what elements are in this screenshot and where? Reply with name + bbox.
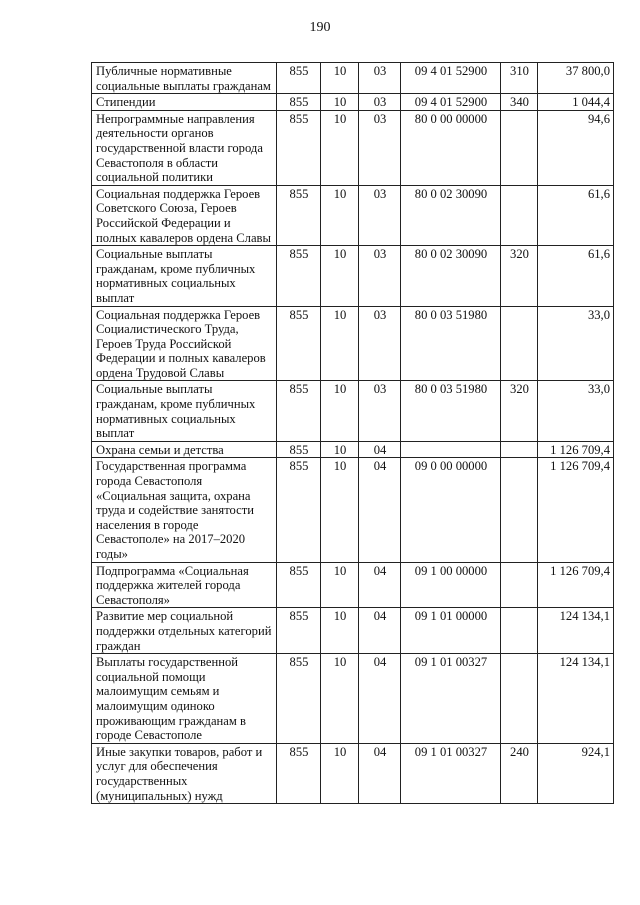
expense-type-cell: 310: [501, 63, 538, 94]
ministry-code-cell: 855: [277, 458, 321, 562]
target-article-cell: 09 0 00 00000: [401, 458, 501, 562]
amount-cell: 1 126 709,4: [538, 458, 614, 562]
section-code-cell: 10: [321, 458, 359, 562]
section-code-cell: 10: [321, 63, 359, 94]
subsection-code-cell: 04: [359, 654, 401, 744]
expense-type-cell: 320: [501, 381, 538, 441]
ministry-code-cell: 855: [277, 654, 321, 744]
table-row: [92, 94, 614, 111]
ministry-code-cell: 855: [277, 246, 321, 306]
expense-type-cell: 240: [501, 743, 538, 803]
amount-cell: 61,6: [538, 246, 614, 306]
amount-cell: 33,0: [538, 381, 614, 441]
expense-type-cell: [501, 458, 538, 562]
expense-name-cell: Непрограммные направления деятельности органов государственной власти города Севастополя в области социальной политики: [92, 110, 277, 185]
expense-type-cell: [501, 441, 538, 458]
table-row: [92, 743, 614, 803]
section-code-cell: 10: [321, 185, 359, 245]
ministry-code-cell: 855: [277, 185, 321, 245]
section-code-cell: 10: [321, 381, 359, 441]
ministry-code-cell: 855: [277, 381, 321, 441]
subsection-code-cell: 03: [359, 185, 401, 245]
ministry-code-cell: 855: [277, 608, 321, 654]
table-row: [92, 654, 614, 744]
section-code-cell: 10: [321, 441, 359, 458]
page-number: 190: [309, 20, 331, 35]
amount-cell: 37 800,0: [538, 63, 614, 94]
table-row: [92, 562, 614, 608]
expense-name-cell: Государственная программа города Севастополя «Социальная защита, охрана труда и содействие занятости населения в городе Севастополе» на 2017–2020 годы»: [92, 458, 277, 562]
amount-cell: 924,1: [538, 743, 614, 803]
budget-table-body: [92, 63, 614, 804]
section-code-cell: 10: [321, 743, 359, 803]
subsection-code-cell: 04: [359, 743, 401, 803]
section-code-cell: 10: [321, 94, 359, 111]
table-row: [92, 458, 614, 562]
ministry-code-cell: 855: [277, 63, 321, 94]
section-code-cell: 10: [321, 562, 359, 608]
subsection-code-cell: 04: [359, 458, 401, 562]
expense-name-cell: Подпрограмма «Социальная поддержка жителей города Севастополя»: [92, 562, 277, 608]
amount-cell: 1 126 709,4: [538, 441, 614, 458]
expense-type-cell: [501, 608, 538, 654]
amount-cell: 124 134,1: [538, 608, 614, 654]
amount-cell: 33,0: [538, 306, 614, 381]
section-code-cell: 10: [321, 246, 359, 306]
subsection-code-cell: 03: [359, 381, 401, 441]
target-article-cell: 80 0 00 00000: [401, 110, 501, 185]
target-article-cell: 09 1 01 00327: [401, 743, 501, 803]
expense-type-cell: [501, 306, 538, 381]
amount-cell: 94,6: [538, 110, 614, 185]
budget-table: [91, 62, 614, 804]
subsection-code-cell: 03: [359, 246, 401, 306]
expense-name-cell: Публичные нормативные социальные выплаты гражданам: [92, 63, 277, 94]
target-article-cell: 80 0 02 30090: [401, 246, 501, 306]
target-article-cell: 80 0 03 51980: [401, 306, 501, 381]
target-article-cell: [401, 441, 501, 458]
expense-name-cell: Выплаты государственной социальной помощи малоимущим семьям и малоимущим одиноко проживающим гражданам в городе Севастополе: [92, 654, 277, 744]
expense-type-cell: [501, 110, 538, 185]
ministry-code-cell: 855: [277, 306, 321, 381]
subsection-code-cell: 04: [359, 608, 401, 654]
expense-name-cell: Социальная поддержка Героев Советского Союза, Героев Российской Федерации и полных кавалеров ордена Славы: [92, 185, 277, 245]
target-article-cell: 09 1 01 00000: [401, 608, 501, 654]
expense-type-cell: [501, 185, 538, 245]
subsection-code-cell: 03: [359, 63, 401, 94]
expense-type-cell: [501, 562, 538, 608]
target-article-cell: 80 0 03 51980: [401, 381, 501, 441]
target-article-cell: 09 4 01 52900: [401, 63, 501, 94]
amount-cell: 61,6: [538, 185, 614, 245]
section-code-cell: 10: [321, 306, 359, 381]
subsection-code-cell: 03: [359, 110, 401, 185]
expense-type-cell: 340: [501, 94, 538, 111]
expense-name-cell: Развитие мер социальной поддержки отдельных категорий граждан: [92, 608, 277, 654]
expense-name-cell: Иные закупки товаров, работ и услуг для обеспечения государственных (муниципальных) нужд: [92, 743, 277, 803]
expense-name-cell: Стипендии: [92, 94, 277, 111]
target-article-cell: 09 1 01 00327: [401, 654, 501, 744]
table-row: [92, 306, 614, 381]
subsection-code-cell: 03: [359, 306, 401, 381]
section-code-cell: 10: [321, 608, 359, 654]
expense-name-cell: Охрана семьи и детства: [92, 441, 277, 458]
table-row: [92, 110, 614, 185]
ministry-code-cell: 855: [277, 94, 321, 111]
ministry-code-cell: 855: [277, 743, 321, 803]
subsection-code-cell: 04: [359, 441, 401, 458]
expense-name-cell: Социальные выплаты гражданам, кроме публичных нормативных социальных выплат: [92, 246, 277, 306]
target-article-cell: 80 0 02 30090: [401, 185, 501, 245]
amount-cell: 1 126 709,4: [538, 562, 614, 608]
table-row: [92, 608, 614, 654]
expense-name-cell: Социальная поддержка Героев Социалистического Труда, Героев Труда Российской Федерации и полных кавалеров ордена Трудовой Славы: [92, 306, 277, 381]
section-code-cell: 10: [321, 110, 359, 185]
subsection-code-cell: 03: [359, 94, 401, 111]
table-row: [92, 63, 614, 94]
expense-type-cell: [501, 654, 538, 744]
expense-name-cell: Социальные выплаты гражданам, кроме публичных нормативных социальных выплат: [92, 381, 277, 441]
table-row: [92, 246, 614, 306]
ministry-code-cell: 855: [277, 110, 321, 185]
table-row: [92, 381, 614, 441]
table-row: [92, 441, 614, 458]
subsection-code-cell: 04: [359, 562, 401, 608]
amount-cell: 124 134,1: [538, 654, 614, 744]
expense-type-cell: 320: [501, 246, 538, 306]
amount-cell: 1 044,4: [538, 94, 614, 111]
target-article-cell: 09 1 00 00000: [401, 562, 501, 608]
target-article-cell: 09 4 01 52900: [401, 94, 501, 111]
table-row: [92, 185, 614, 245]
ministry-code-cell: 855: [277, 562, 321, 608]
ministry-code-cell: 855: [277, 441, 321, 458]
section-code-cell: 10: [321, 654, 359, 744]
